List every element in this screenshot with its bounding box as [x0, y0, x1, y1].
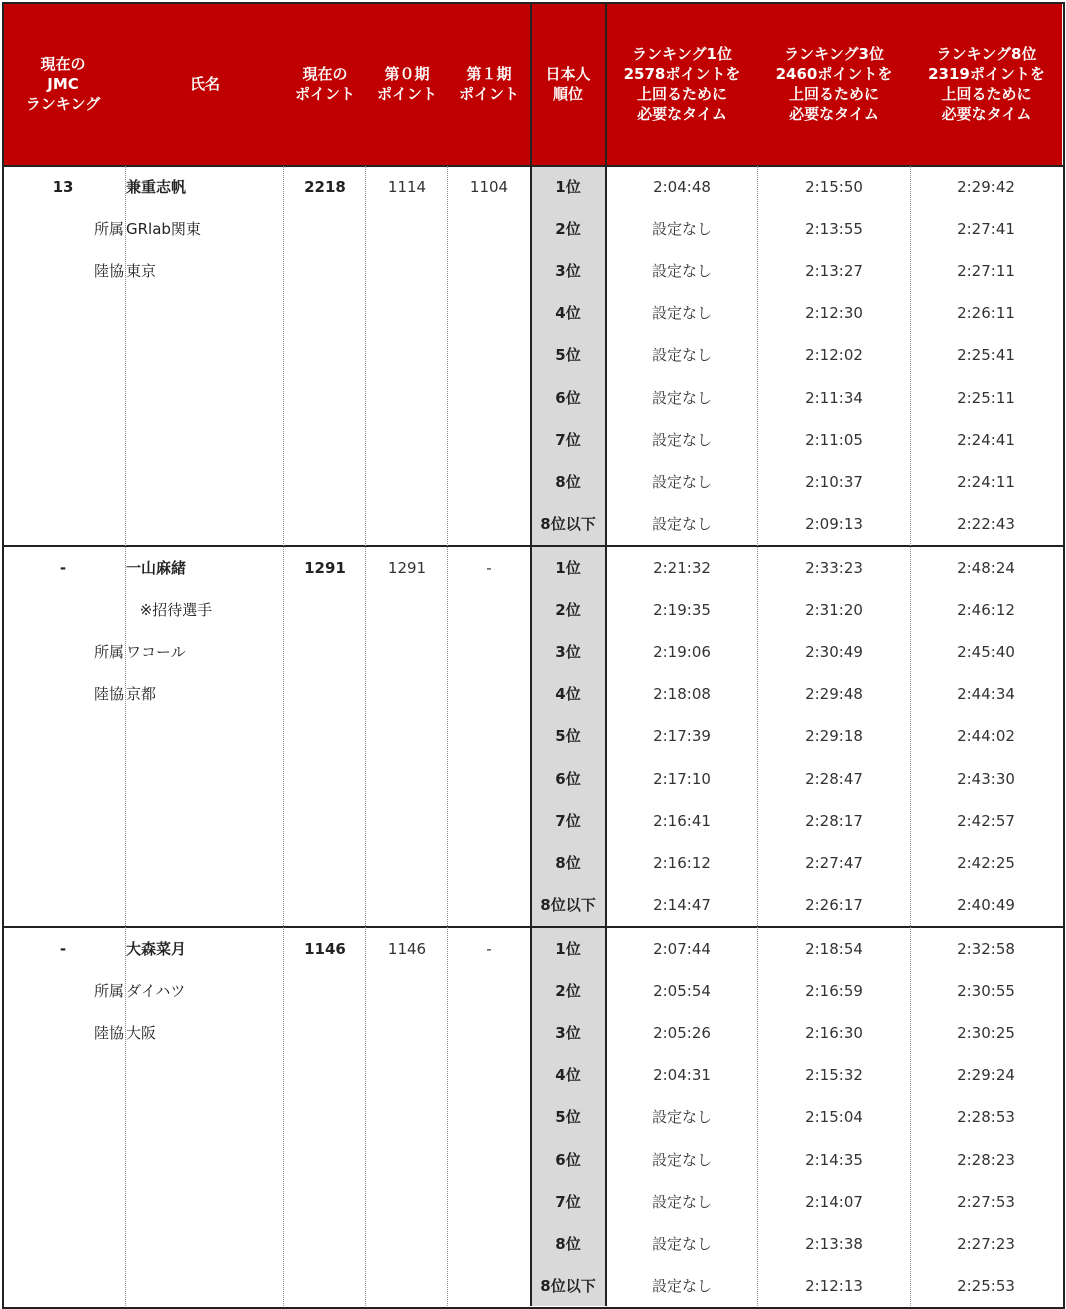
time-rank3-cell: 2:15:32	[805, 1066, 863, 1085]
time-rank8-cell: 2:24:11	[957, 472, 1015, 491]
japan-rank-cell: 5位	[555, 727, 581, 746]
time-rank1-cell: 設定なし	[651, 1276, 712, 1295]
time-rank3-cell: 2:14:07	[805, 1192, 863, 1211]
japan-rank-cell: 2位	[555, 220, 581, 239]
time-rank3-cell: 2:29:18	[805, 727, 863, 746]
time-rank8-cell: 2:44:02	[957, 727, 1015, 746]
column-divider	[283, 166, 284, 1306]
time-rank1-cell: 2:19:35	[653, 601, 711, 620]
japan-rank-cell: 7位	[555, 811, 581, 830]
time-rank1-cell: 設定なし	[651, 514, 712, 533]
header-time-rank3: ランキング3位 2460ポイントを 上回るために 必要なタイム	[775, 44, 893, 123]
info-label: 陸協	[93, 1024, 124, 1043]
row-separator	[2, 926, 1063, 928]
time-rank8-cell: 2:27:23	[957, 1234, 1015, 1253]
time-rank8-cell: 2:26:11	[957, 304, 1015, 323]
time-rank1-cell: 2:17:10	[653, 769, 711, 788]
time-rank1-cell: 設定なし	[651, 262, 712, 281]
period1-points-value: -	[486, 940, 492, 958]
japan-rank-cell: 4位	[555, 1066, 581, 1085]
time-rank1-cell: 設定なし	[651, 430, 712, 449]
invited-note: ※招待選手	[139, 601, 213, 620]
japan-rank-cell: 7位	[555, 1192, 581, 1211]
time-rank3-cell: 2:33:23	[805, 559, 863, 577]
time-rank1-cell: 2:05:54	[653, 982, 711, 1001]
info-label: 所属	[93, 643, 124, 662]
jmc-ranking-value: -	[59, 940, 67, 958]
time-rank1-cell: 2:18:08	[653, 685, 711, 704]
column-divider-solid	[530, 2, 532, 1306]
time-rank8-cell: 2:29:42	[957, 178, 1015, 196]
info-value: 大阪	[126, 1024, 157, 1043]
time-rank3-cell: 2:15:50	[805, 178, 863, 196]
time-rank3-cell: 2:16:59	[805, 982, 863, 1001]
japan-rank-cell: 3位	[555, 643, 581, 662]
time-rank1-cell: 設定なし	[651, 1192, 712, 1211]
time-rank8-cell: 2:27:41	[957, 220, 1015, 239]
time-rank1-cell: 設定なし	[651, 1150, 712, 1169]
time-rank1-cell: 設定なし	[651, 1108, 712, 1127]
time-rank8-cell: 2:27:11	[957, 262, 1015, 281]
time-rank3-cell: 2:11:34	[805, 388, 863, 407]
time-rank3-cell: 2:10:37	[805, 472, 863, 491]
header-current-points: 現在の ポイント	[294, 64, 355, 103]
time-rank3-cell: 2:13:38	[805, 1234, 863, 1253]
japan-rank-cell: 4位	[555, 304, 581, 323]
japan-rank-cell: 2位	[555, 601, 581, 620]
japan-rank-cell: 4位	[555, 685, 581, 704]
time-rank3-cell: 2:28:17	[805, 811, 863, 830]
time-rank3-cell: 2:13:55	[805, 220, 863, 239]
time-rank3-cell: 2:26:17	[805, 895, 863, 914]
time-rank8-cell: 2:45:40	[957, 643, 1015, 662]
time-rank1-cell: 設定なし	[651, 1234, 712, 1253]
time-rank3-cell: 2:28:47	[805, 769, 863, 788]
time-rank1-cell: 設定なし	[651, 346, 712, 365]
current-points-value: 1146	[304, 940, 346, 958]
time-rank1-cell: 2:04:48	[653, 178, 711, 196]
japan-rank-cell: 8位以下	[540, 1276, 596, 1295]
time-rank8-cell: 2:22:43	[957, 514, 1015, 533]
time-rank8-cell: 2:30:25	[957, 1024, 1015, 1043]
jmc-ranking-value: 13	[52, 178, 74, 196]
row-separator	[2, 545, 1063, 547]
japan-rank-cell: 6位	[555, 1150, 581, 1169]
column-divider	[125, 166, 126, 1306]
period1-points-value: 1104	[469, 178, 509, 196]
time-rank1-cell: 2:04:31	[653, 1066, 711, 1085]
current-points-value: 2218	[304, 178, 346, 196]
row-separator	[2, 165, 1063, 167]
time-rank8-cell: 2:30:55	[957, 982, 1015, 1001]
time-rank1-cell: 設定なし	[651, 388, 712, 407]
header-time-rank1: ランキング1位 2578ポイントを 上回るために 必要なタイム	[623, 44, 741, 123]
info-value: GRlab関東	[126, 220, 201, 239]
time-rank1-cell: 2:07:44	[653, 940, 711, 958]
time-rank3-cell: 2:18:54	[805, 940, 863, 958]
info-value: ダイハツ	[126, 982, 186, 1001]
time-rank1-cell: 2:17:39	[653, 727, 711, 746]
time-rank1-cell: 設定なし	[651, 220, 712, 239]
japan-rank-cell: 1位	[555, 559, 581, 577]
japan-rank-cell: 5位	[555, 346, 581, 365]
time-rank1-cell: 2:16:41	[653, 811, 711, 830]
time-rank8-cell: 2:27:53	[957, 1192, 1015, 1211]
period1-points-value: -	[486, 559, 492, 577]
time-rank8-cell: 2:24:41	[957, 430, 1015, 449]
time-rank3-cell: 2:12:30	[805, 304, 863, 323]
time-rank8-cell: 2:40:49	[957, 895, 1015, 914]
time-rank1-cell: 設定なし	[651, 304, 712, 323]
time-rank1-cell: 2:21:32	[653, 559, 711, 577]
info-value: 京都	[126, 685, 157, 704]
time-rank3-cell: 2:15:04	[805, 1108, 863, 1127]
japan-rank-cell: 1位	[555, 940, 581, 958]
time-rank8-cell: 2:42:57	[957, 811, 1015, 830]
time-rank8-cell: 2:28:53	[957, 1108, 1015, 1127]
runner-name: 兼重志帆	[126, 178, 187, 196]
time-rank1-cell: 設定なし	[651, 472, 712, 491]
current-points-value: 1291	[304, 559, 346, 577]
info-value: 東京	[126, 262, 157, 281]
time-rank8-cell: 2:28:23	[957, 1150, 1015, 1169]
japan-rank-cell: 5位	[555, 1108, 581, 1127]
time-rank8-cell: 2:42:25	[957, 853, 1015, 872]
time-rank3-cell: 2:12:13	[805, 1276, 863, 1295]
time-rank3-cell: 2:09:13	[805, 514, 863, 533]
time-rank3-cell: 2:16:30	[805, 1024, 863, 1043]
header-jmc-ranking: 現在の JMC ランキング	[25, 54, 101, 113]
header-period0-points: 第０期 ポイント	[376, 64, 437, 103]
time-rank8-cell: 2:25:11	[957, 388, 1015, 407]
period0-points-value: 1114	[387, 178, 427, 196]
column-divider	[910, 166, 911, 1306]
time-rank1-cell: 2:16:12	[653, 853, 711, 872]
time-rank8-cell: 2:48:24	[957, 559, 1015, 577]
period0-points-value: 1146	[387, 940, 427, 958]
japan-rank-cell: 8位以下	[540, 895, 596, 914]
japan-rank-cell: 7位	[555, 430, 581, 449]
japan-rank-cell: 8位以下	[540, 514, 596, 533]
time-rank8-cell: 2:25:41	[957, 346, 1015, 365]
column-divider	[447, 166, 448, 1306]
japan-rank-cell: 3位	[555, 1024, 581, 1043]
time-rank3-cell: 2:27:47	[805, 853, 863, 872]
header-japan-rank: 日本人 順位	[545, 64, 591, 103]
time-rank1-cell: 2:19:06	[653, 643, 711, 662]
time-rank3-cell: 2:30:49	[805, 643, 863, 662]
time-rank3-cell: 2:14:35	[805, 1150, 863, 1169]
time-rank3-cell: 2:29:48	[805, 685, 863, 704]
time-rank8-cell: 2:29:24	[957, 1066, 1015, 1085]
japan-rank-cell: 8位	[555, 472, 581, 491]
column-divider	[757, 166, 758, 1306]
japan-rank-cell: 1位	[555, 178, 581, 196]
japan-rank-cell: 6位	[555, 769, 581, 788]
japan-rank-cell: 6位	[555, 388, 581, 407]
column-divider	[365, 166, 366, 1306]
japan-rank-cell: 2位	[555, 982, 581, 1001]
runner-name: 大森菜月	[126, 940, 187, 958]
time-rank8-cell: 2:44:34	[957, 685, 1015, 704]
japan-rank-cell: 8位	[555, 853, 581, 872]
time-rank3-cell: 2:31:20	[805, 601, 863, 620]
time-rank1-cell: 2:14:47	[653, 895, 711, 914]
table-header	[2, 2, 1062, 165]
info-label: 陸協	[93, 262, 124, 281]
info-value: ワコール	[126, 643, 186, 662]
time-rank8-cell: 2:46:12	[957, 601, 1015, 620]
header-time-rank8: ランキング8位 2319ポイントを 上回るために 必要なタイム	[928, 44, 1045, 123]
period0-points-value: 1291	[387, 559, 427, 577]
time-rank8-cell: 2:43:30	[957, 769, 1015, 788]
jmc-ranking-value: -	[59, 559, 67, 577]
japan-rank-cell: 8位	[555, 1234, 581, 1253]
column-divider-solid	[605, 2, 607, 1306]
time-rank3-cell: 2:12:02	[805, 346, 863, 365]
runner-name: 一山麻緒	[126, 559, 187, 577]
time-rank3-cell: 2:13:27	[805, 262, 863, 281]
time-rank3-cell: 2:11:05	[805, 430, 863, 449]
time-rank1-cell: 2:05:26	[653, 1024, 711, 1043]
japan-rank-cell: 3位	[555, 262, 581, 281]
time-rank8-cell: 2:25:53	[957, 1276, 1015, 1295]
info-label: 所属	[93, 982, 124, 1001]
header-name: 氏名	[189, 74, 220, 93]
info-label: 陸協	[93, 685, 124, 704]
time-rank8-cell: 2:32:58	[957, 940, 1015, 958]
header-period1-points: 第１期 ポイント	[458, 64, 519, 103]
info-label: 所属	[93, 220, 124, 239]
